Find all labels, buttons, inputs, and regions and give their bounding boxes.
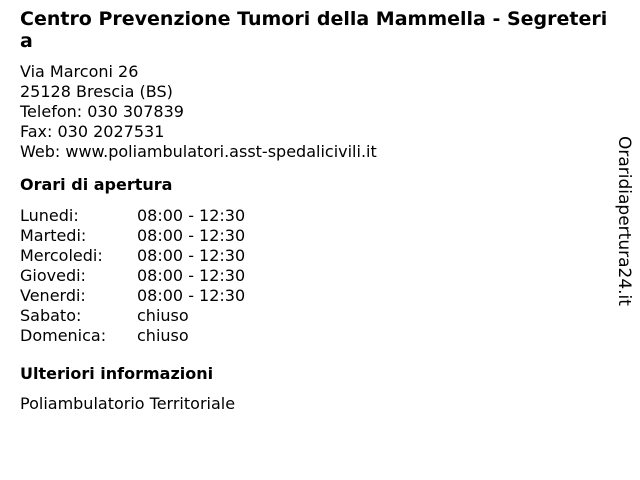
hours-row-sunday (20, 326, 610, 346)
day-label: Sabato: (20, 306, 82, 325)
website-link[interactable]: Web: www.poliambulatori.asst-spedalicivili.it (20, 142, 377, 161)
time-value: 08:00 - 12:30 (137, 246, 246, 265)
day-label: Giovedi: (20, 266, 86, 285)
hours-row-wednesday (20, 246, 610, 266)
day-label: Lunedi: (20, 206, 79, 225)
day-label: Mercoledi: (20, 246, 103, 265)
city-address: 25128 Brescia (BS) (20, 82, 173, 101)
more-info-heading: Ulteriori informazioni (20, 364, 214, 383)
page-title: Centro Prevenzione Tumori della Mammella - Segreteria (20, 8, 608, 52)
opening-hours-table (20, 206, 610, 346)
site-watermark: Oraridiapertura24.it (614, 136, 634, 306)
more-info-text: Poliambulatorio Territoriale (20, 394, 236, 413)
day-label: Martedi: (20, 226, 87, 245)
time-value: 08:00 - 12:30 (137, 206, 246, 225)
day-label: Venerdi: (20, 286, 86, 305)
opening-hours-heading: Orari di apertura (20, 175, 173, 194)
hours-row-friday (20, 286, 610, 306)
hours-row-monday (20, 206, 610, 226)
time-value: chiuso (137, 326, 189, 345)
phone-number: Telefon: 030 307839 (20, 102, 184, 121)
info-card (20, 8, 610, 414)
time-value: 08:00 - 12:30 (137, 286, 246, 305)
time-value: chiuso (137, 306, 189, 325)
time-value: 08:00 - 12:30 (137, 226, 246, 245)
hours-row-thursday (20, 266, 610, 286)
hours-row-tuesday (20, 226, 610, 246)
hours-row-saturday (20, 306, 610, 326)
day-label: Domenica: (20, 326, 107, 345)
time-value: 08:00 - 12:30 (137, 266, 246, 285)
address-block (20, 62, 610, 162)
fax-number: Fax: 030 2027531 (20, 122, 165, 141)
street-address: Via Marconi 26 (20, 62, 139, 81)
